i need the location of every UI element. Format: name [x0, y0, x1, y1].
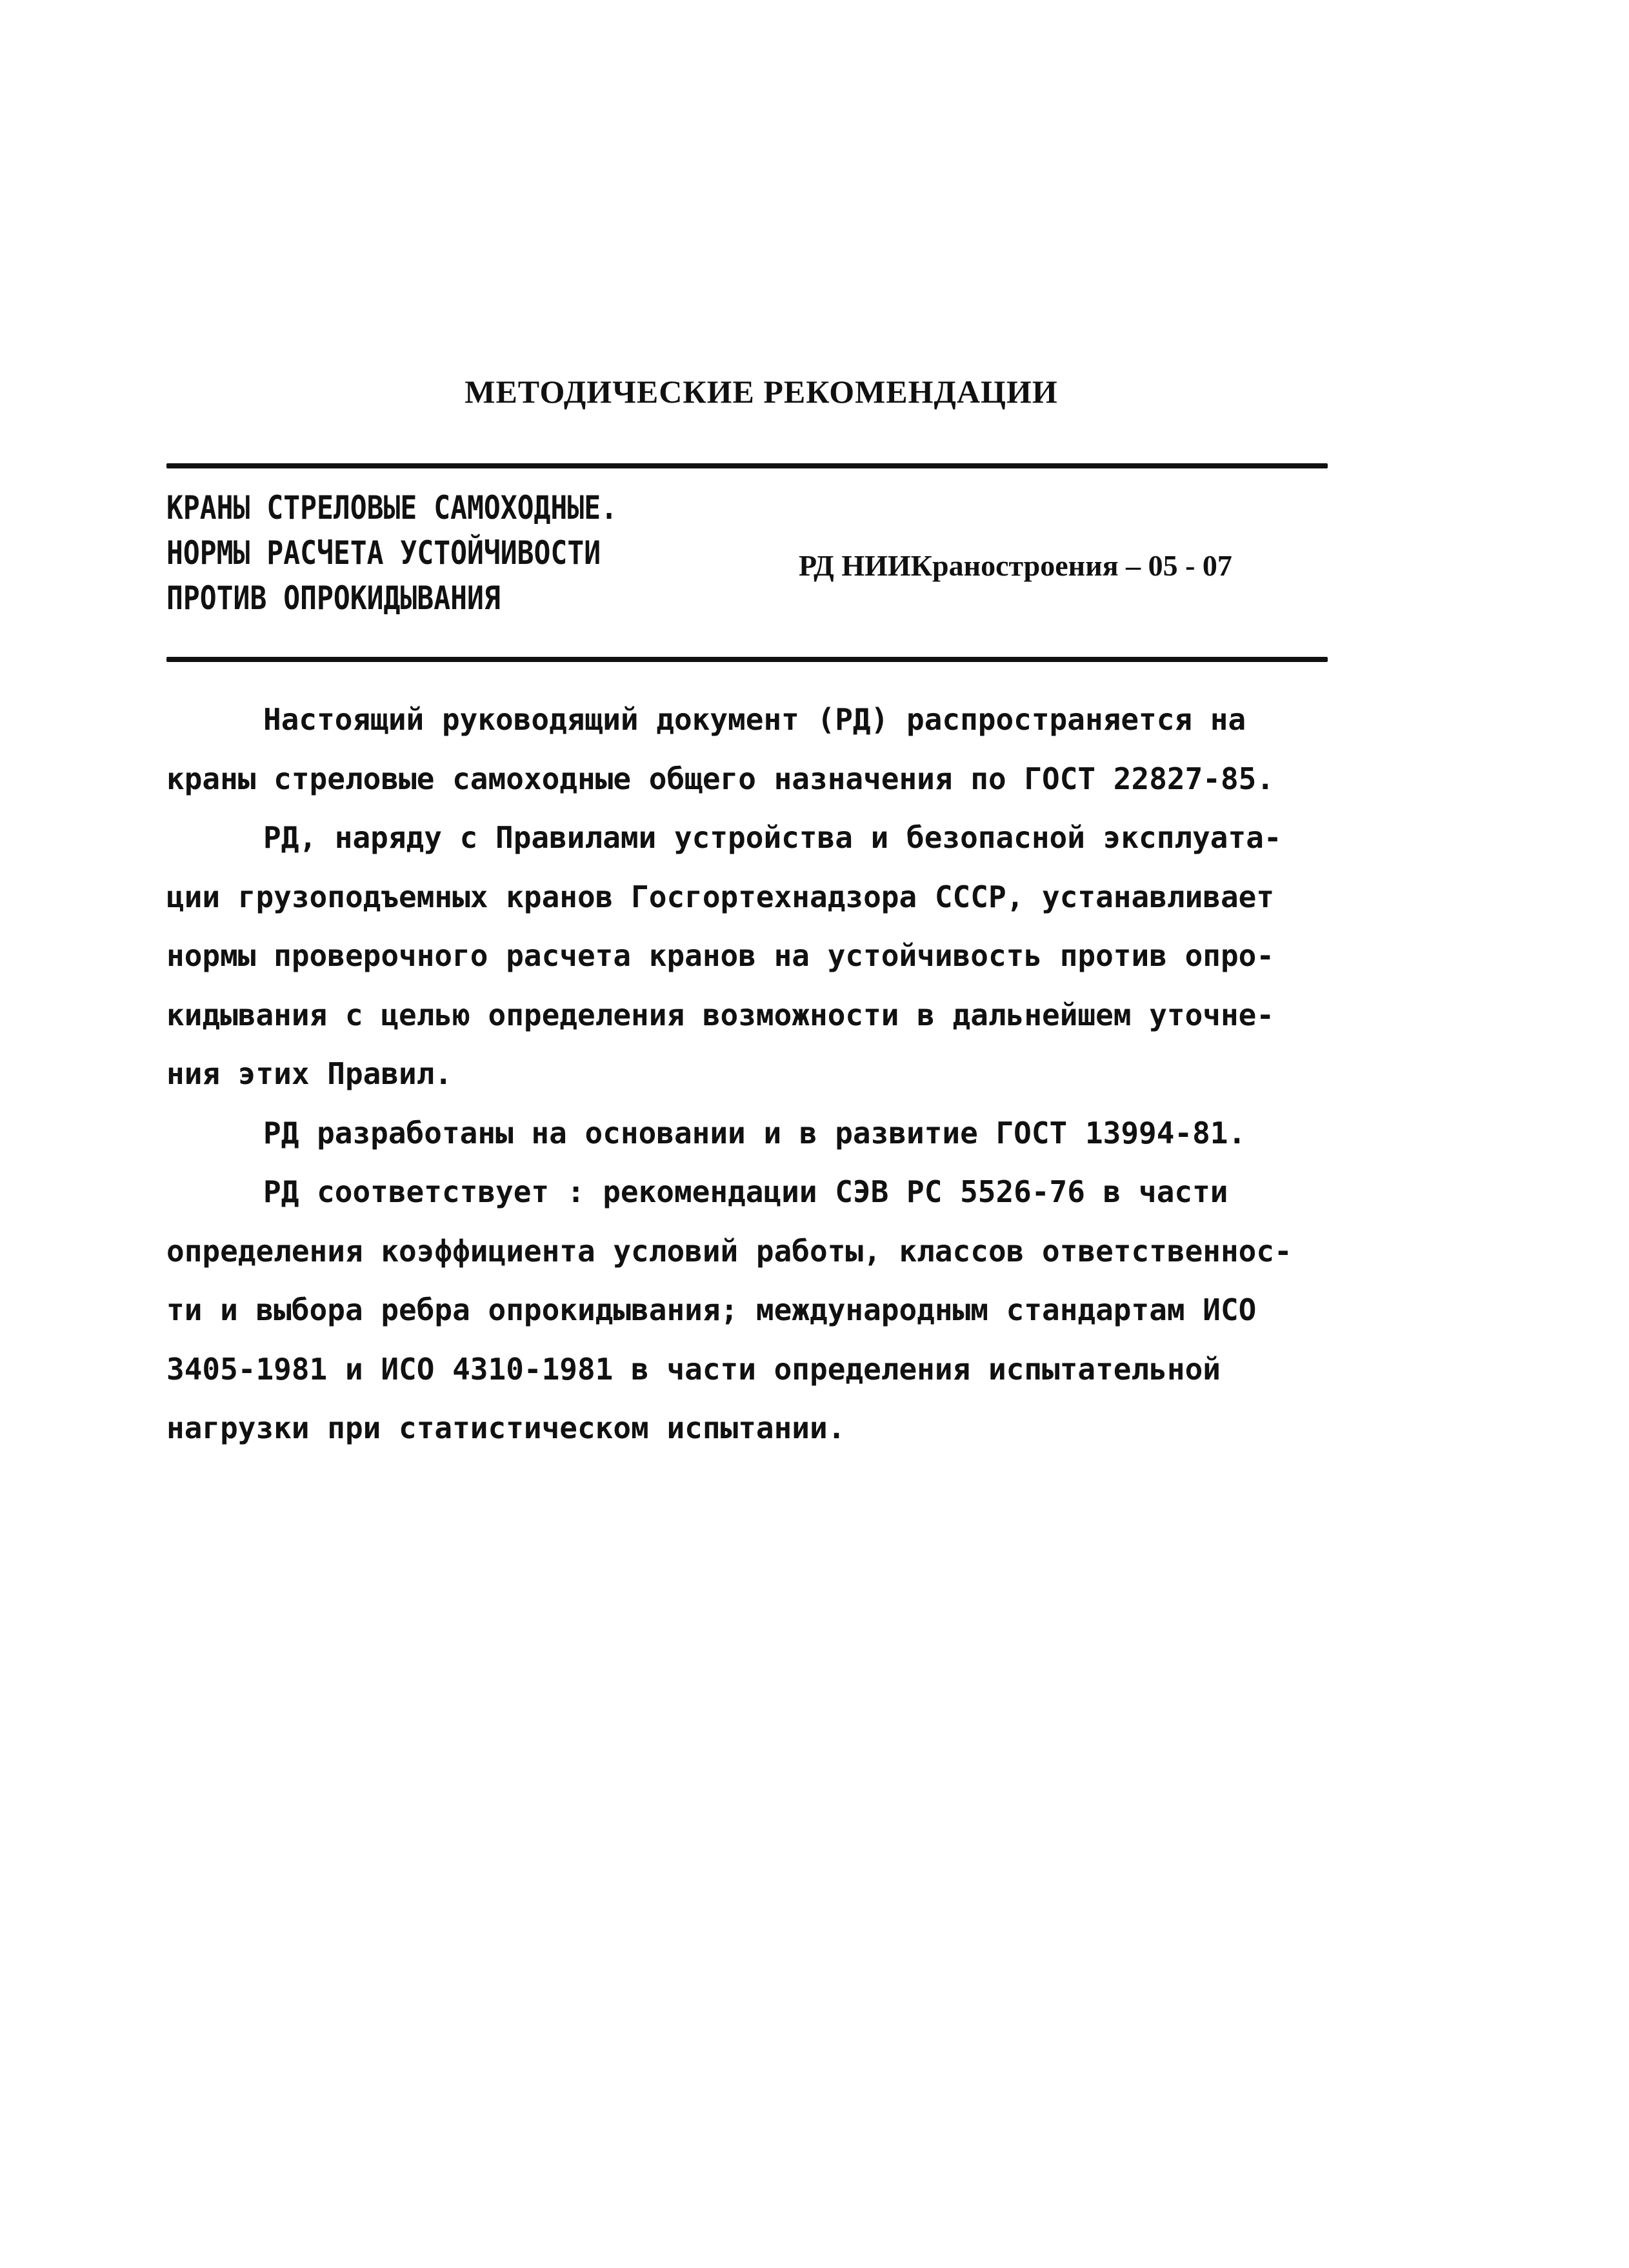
- paragraph-line: РД соответствует : рекомендации СЭВ РС 5526-76 в части: [263, 1174, 1228, 1209]
- paragraph-line: Настоящий руководящий документ (РД) распространяется на: [263, 702, 1246, 737]
- document-title-line: КРАНЫ СТРЕЛОВЫЕ САМОХОДНЫЕ.: [166, 489, 617, 527]
- document-title-line: НОРМЫ РАСЧЕТА УСТОЙЧИВОСТИ: [166, 534, 601, 572]
- paragraph-line: краны стреловые самоходные общего назначения по ГОСТ 22827-85.: [166, 761, 1275, 796]
- paragraph-line: ния этих Правил.: [166, 1056, 453, 1091]
- paragraph-line: ции грузоподъемных кранов Госгортехнадзора СССР, устанавливает: [166, 879, 1275, 914]
- document-title: [166, 485, 677, 621]
- top-divider-rule: [166, 463, 1328, 468]
- document-code: РД НИИКраностроения – 05 - 07: [799, 549, 1232, 582]
- paragraph-line: нагрузки при статистическом испытании.: [166, 1410, 846, 1445]
- paragraph-line: нормы проверочного расчета кранов на устойчивость против опро-: [166, 938, 1275, 973]
- paragraph-line: ти и выбора ребра опрокидывания; международным стандартам ИСО: [166, 1292, 1257, 1327]
- document-body: [166, 690, 1405, 1458]
- paragraph-line: РД, наряду с Правилами устройства и безопасной эксплуата-: [263, 820, 1282, 855]
- document-title-line: ПРОТИВ ОПРОКИДЫВАНИЯ: [166, 579, 501, 617]
- page-header-title: МЕТОДИЧЕСКИЕ РЕКОМЕНДАЦИИ: [465, 374, 1058, 410]
- paragraph-line: кидывания с целью определения возможности в дальнейшем уточне-: [166, 997, 1275, 1032]
- paragraph-line: определения коэффициента условий работы, классов ответственнос-: [166, 1233, 1292, 1269]
- bottom-divider-rule: [166, 657, 1328, 662]
- paragraph-line: РД разработаны на основании и в развитие ГОСТ 13994-81.: [263, 1115, 1246, 1150]
- paragraph-line: 3405-1981 и ИСО 4310-1981 в части определения испытательной: [166, 1351, 1221, 1387]
